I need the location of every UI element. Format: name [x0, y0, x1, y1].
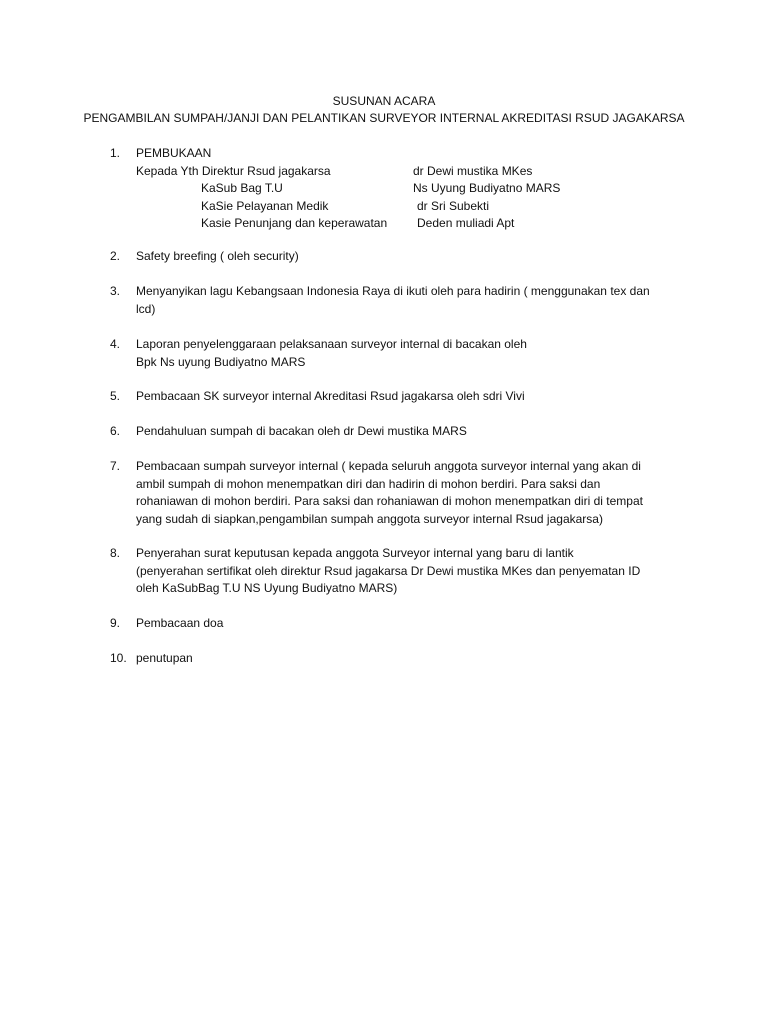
opening-row: [136, 163, 685, 181]
agenda-item-7: [110, 458, 685, 528]
item-text-line: (penyerahan sertifikat oleh direktur Rsud jagakarsa Dr Dewi mustika MKes dan penyematan ID: [136, 563, 641, 578]
item-number: 2.: [110, 249, 121, 263]
item-text-line: oleh KaSubBag T.U NS Uyung Budiyatno MARS): [136, 581, 398, 595]
opening-row: [136, 180, 685, 198]
item-text-line: Pembacaan SK surveyor internal Akreditasi Rsud jagakarsa oleh sdri Vivi: [136, 389, 525, 403]
item-number: 8.: [110, 546, 121, 560]
item-number: 1.: [110, 146, 121, 160]
item-number: 4.: [110, 337, 121, 351]
opening-row: [136, 215, 685, 233]
agenda-item-4: [110, 336, 685, 371]
item-number: 6.: [110, 424, 121, 438]
agenda-item-5: [110, 388, 685, 406]
document-title: SUSUNAN ACARA: [332, 94, 436, 108]
item-number: 9.: [110, 616, 121, 630]
official-title: KaSub Bag T.U: [201, 181, 283, 195]
item-number: 10.: [110, 651, 127, 665]
item-text-line: Bpk Ns uyung Budiyatno MARS: [136, 354, 306, 369]
item-number: 3.: [110, 284, 121, 298]
item-number: 7.: [110, 459, 121, 473]
item-text-line: Menyanyikan lagu Kebangsaan Indonesia Raya di ikuti oleh para hadirin ( menggunakan tex dan: [136, 284, 650, 298]
agenda-item-10: [110, 650, 685, 668]
opening-row: [136, 198, 685, 216]
official-name: dr Dewi mustika MKes: [413, 163, 533, 178]
agenda-item-2: [110, 248, 685, 266]
official-name: dr Sri Subekti: [417, 198, 490, 213]
official-title: KaSie Pelayanan Medik: [201, 198, 329, 213]
item-text-line: Laporan penyelenggaraan pelaksanaan surveyor internal di bacakan oleh: [136, 337, 527, 351]
official-name: Ns Uyung Budiyatno MARS: [413, 181, 561, 195]
item-text-line: Pembacaan doa: [136, 616, 224, 630]
item-text-line: lcd): [136, 301, 156, 316]
item-text-line: penutupan: [136, 651, 193, 665]
item-text-line: Penyerahan surat keputusan kepada anggota Surveyor internal yang baru di lantik: [136, 546, 574, 560]
item-heading: PEMBUKAAN: [136, 146, 212, 160]
document-subtitle: PENGAMBILAN SUMPAH/JANJI DAN PELANTIKAN SURVEYOR INTERNAL AKREDITASI RSUD JAGAKARSA: [83, 111, 685, 125]
item-text-line: rohaniawan di mohon berdiri. Para saksi dan rohaniawan di mohon menempatkan diri di tempat: [136, 494, 643, 508]
item-text-line: Pembacaan sumpah surveyor internal ( kepada seluruh anggota surveyor internal yang akan di: [136, 459, 641, 473]
agenda-item-3: [110, 283, 685, 318]
official-title: Kepada Yth Direktur Rsud jagakarsa: [136, 163, 331, 178]
agenda-item-8: [110, 545, 685, 598]
item-number: 5.: [110, 389, 121, 403]
agenda-item-9: [110, 615, 685, 633]
agenda-item-6: [110, 423, 685, 441]
item-text-line: Pendahuluan sumpah di bacakan oleh dr Dewi mustika MARS: [136, 424, 467, 438]
agenda-item-1: [110, 145, 685, 233]
item-text-line: Safety breefing ( oleh security): [136, 249, 299, 263]
item-text-line: yang sudah di siapkan,pengambilan sumpah anggota surveyor internal Rsud jagakarsa): [136, 511, 603, 526]
official-title: Kasie Penunjang dan keperawatan: [201, 216, 388, 230]
item-text-line: ambil sumpah di mohon menempatkan diri dan hadirin di mohon berdiri. Para saksi dan: [136, 476, 601, 491]
official-name: Deden muliadi Apt: [417, 216, 515, 230]
